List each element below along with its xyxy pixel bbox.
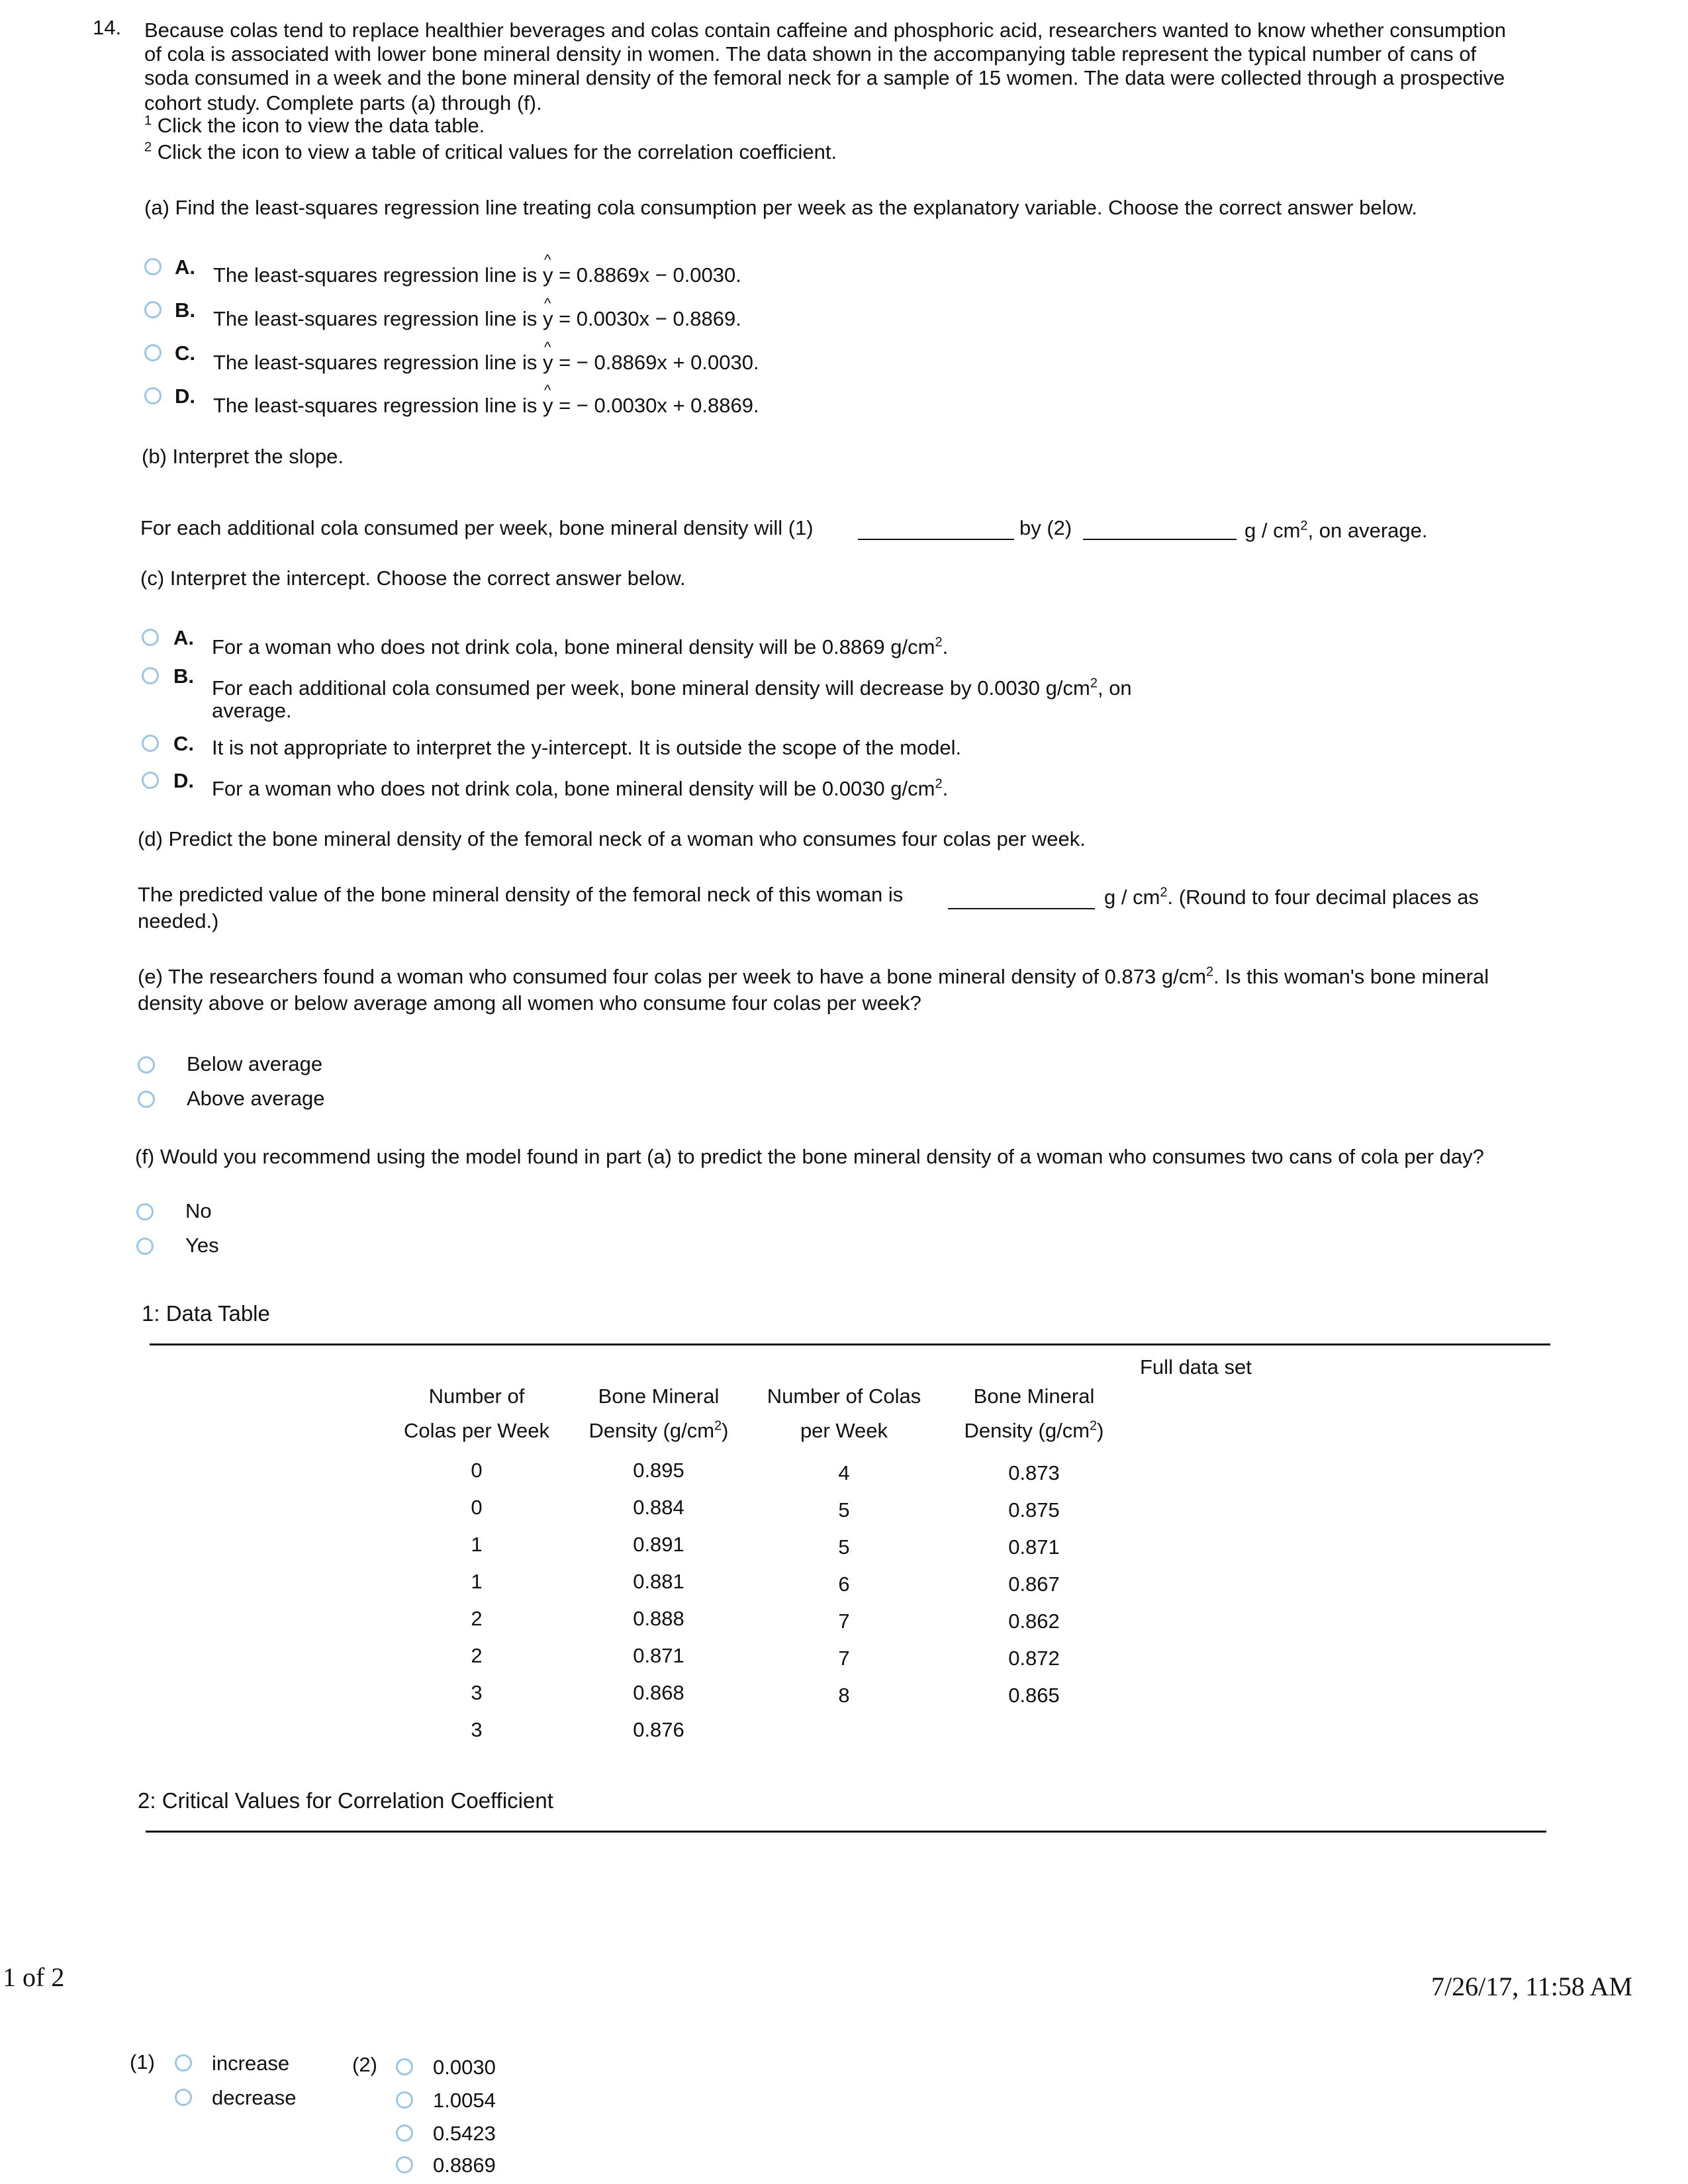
table-cell: 3: [471, 1718, 483, 1741]
table-cell: 0.865: [1008, 1684, 1060, 1707]
header-bone-mineral-density: Bone Mineral Density $(g/cm^2)$: [588, 1385, 729, 1442]
option-text: For each additional cola consumed per week, bone mineral density will decrease by 0.0030 $g/cm^2$, on: [212, 676, 1132, 700]
table-cell: 0.891: [633, 1533, 684, 1556]
radio-button[interactable]: [396, 2091, 413, 2109]
full-data-set-label[interactable]: Full data set: [1140, 1355, 1252, 1379]
dropdown-1-label: (1): [130, 2050, 155, 2073]
table-cell: 0.867: [1008, 1572, 1060, 1596]
part-d-answer-blank[interactable]: [948, 908, 1095, 909]
part-c-prompt: (c) Interpret the intercept. Choose the correct answer below.: [140, 567, 686, 590]
part-b-sentence-mid: by (2): [1019, 516, 1072, 539]
footnote-critical-values[interactable]: [144, 140, 837, 164]
radio-button[interactable]: [396, 2058, 413, 2075]
intro-line: Because colas tend to replace healthier beverages and colas contain caffeine and phosphoric acid, researchers wanted to know whether consumption: [144, 19, 1507, 42]
option-text: Below average: [187, 1052, 323, 1075]
radio-button[interactable]: [138, 1091, 155, 1108]
option-text: 0.0030: [433, 2056, 496, 2079]
option-text: 1.0054: [433, 2089, 496, 2112]
table-cell: 0: [471, 1459, 483, 1482]
table-cell: 5: [838, 1535, 850, 1559]
table-cell: 2: [471, 1607, 483, 1630]
radio-button[interactable]: [142, 735, 159, 752]
radio-button[interactable]: [396, 2156, 413, 2173]
option-text: The least-squares regression line is ^ y = − 0.8869x + 0.0030.: [213, 351, 759, 375]
radio-button[interactable]: [144, 301, 162, 318]
option-letter: A.: [173, 626, 194, 649]
part-b-sentence-start: For each additional cola consumed per week, bone mineral density will (1): [140, 516, 814, 539]
table-cell: 0.871: [633, 1644, 684, 1667]
part-b-unit: g / $cm^2$, on average.: [1244, 518, 1428, 542]
radio-button[interactable]: [144, 387, 162, 404]
radio-button[interactable]: [175, 2054, 192, 2071]
radio-button[interactable]: [144, 344, 162, 361]
table-cell: 0.881: [633, 1570, 684, 1593]
option-text: The least-squares regression line is ^ y = 0.8869x − 0.0030.: [213, 263, 741, 287]
option-text: decrease: [212, 2086, 297, 2109]
critical-values-title: 2: Critical Values for Correlation Coefficient: [138, 1788, 553, 1813]
header-colas-per-week: Number of Colas per Week: [404, 1385, 549, 1442]
option-text: It is not appropriate to interpret the y-intercept. It is outside the scope of the model.: [212, 736, 962, 759]
table-cell: 1: [471, 1570, 483, 1593]
table-cell: 5: [838, 1498, 850, 1522]
dropdown-2-label: (2): [352, 2053, 377, 2076]
table-cell: 2: [471, 1644, 483, 1667]
radio-button[interactable]: [175, 2089, 192, 2106]
option-letter: C.: [173, 732, 194, 755]
part-b-blank-1[interactable]: [858, 539, 1014, 540]
radio-button[interactable]: [396, 2124, 413, 2142]
table-cell: 0.873: [1008, 1461, 1060, 1484]
radio-button[interactable]: [142, 667, 159, 684]
data-table-title: 1: Data Table: [142, 1301, 270, 1326]
option-text: 0.5423: [433, 2122, 496, 2145]
intro-line: soda consumed in a week and the bone mineral density of the femoral neck for a sample of 15 women. The data were collected through a prospective: [144, 66, 1505, 89]
option-text: The least-squares regression line is ^ y = 0.0030x − 0.8869.: [213, 307, 741, 331]
option-letter: C.: [175, 341, 195, 365]
footnote-data-table[interactable]: [144, 114, 485, 138]
radio-button[interactable]: [136, 1238, 154, 1255]
table-cell: 0.872: [1008, 1647, 1060, 1670]
part-d-sentence-start: The predicted value of the bone mineral density of the femoral neck of this woman is: [138, 883, 904, 906]
header-colas-per-week-right: Number of Colas per Week: [767, 1385, 921, 1442]
problem-number: 14.: [93, 16, 122, 39]
header-bone-mineral-density-right: Bone Mineral Density $(g/cm^2)$: [964, 1385, 1104, 1442]
critical-values-divider: [146, 1831, 1546, 1833]
option-text: For a woman who does not drink cola, bone mineral density will be 0.8869 $g/cm^2$.: [212, 635, 949, 659]
option-letter: B.: [173, 664, 194, 688]
print-datetime: 7/26/17, 11:58 AM: [1431, 1972, 1633, 2001]
part-e-prompt-line2: density above or below average among all women who consume four colas per week?: [138, 991, 921, 1015]
table-cell: 0.884: [633, 1496, 684, 1519]
page-number: 1 of 2: [3, 1962, 65, 1992]
table-cell: 0: [471, 1496, 483, 1519]
option-text: Above average: [187, 1087, 325, 1110]
option-letter: B.: [175, 298, 195, 322]
radio-button[interactable]: [142, 629, 159, 646]
table-cell: 0.895: [633, 1459, 684, 1482]
part-d-line2: needed.): [138, 909, 219, 933]
part-d-prompt: (d) Predict the bone mineral density of the femoral neck of a woman who consumes four colas per week.: [138, 827, 1086, 850]
table-cell: 0.862: [1008, 1610, 1060, 1633]
option-text: The least-squares regression line is ^ y = − 0.0030x + 0.8869.: [213, 394, 759, 418]
option-letter: D.: [173, 769, 194, 792]
radio-button[interactable]: [144, 258, 162, 275]
option-text-line2: average.: [212, 699, 292, 722]
table-cell: 7: [838, 1610, 850, 1633]
table-cell: 6: [838, 1572, 850, 1596]
table-cell: 0.871: [1008, 1535, 1060, 1559]
table-cell: 0.876: [633, 1718, 684, 1741]
footnote-marker: 1: [144, 113, 152, 128]
option-text: increase: [212, 2052, 290, 2075]
part-a-prompt: (a) Find the least-squares regression line treating cola consumption per week as the explanatory variable. Choose the correct answer below.: [144, 196, 1418, 219]
table-cell: 3: [471, 1681, 483, 1704]
intro-line: of cola is associated with lower bone mineral density in women. The data shown in the accompanying table represent the typical number of cans of: [144, 42, 1477, 66]
part-b-prompt: (b) Interpret the slope.: [142, 445, 344, 468]
data-table-divider: [150, 1343, 1550, 1345]
radio-button[interactable]: [136, 1203, 154, 1220]
table-cell: 0.875: [1008, 1498, 1060, 1522]
option-text: No: [185, 1199, 212, 1222]
footnote-text: Click the icon to view the data table.: [157, 114, 485, 137]
radio-button[interactable]: [142, 772, 159, 789]
table-cell: 0.868: [633, 1681, 684, 1704]
part-b-blank-2[interactable]: [1083, 539, 1237, 540]
part-d-unit: g / $cm^2$. (Round to four decimal places as: [1104, 885, 1479, 909]
option-text: Yes: [185, 1234, 219, 1257]
part-e-prompt-line1: (e) The researchers found a woman who consumed four colas per week to have a bone mineral density of 0.873 $g/cm^2$. Is this woman's bone mineral: [138, 964, 1489, 988]
intro-line: cohort study. Complete parts (a) through (f).: [144, 91, 542, 114]
table-cell: 8: [838, 1684, 850, 1707]
option-text: For a woman who does not drink cola, bone mineral density will be 0.0030 $g/cm^2$.: [212, 776, 949, 800]
option-letter: A.: [175, 255, 195, 279]
footnote-text: Click the icon to view a table of critical values for the correlation coefficient.: [157, 140, 837, 163]
radio-button[interactable]: [138, 1056, 155, 1073]
table-cell: 7: [838, 1647, 850, 1670]
table-cell: 4: [838, 1461, 850, 1484]
footnote-marker: 2: [144, 140, 152, 155]
table-cell: 1: [471, 1533, 483, 1556]
option-letter: D.: [175, 385, 195, 408]
option-text: 0.8869: [433, 2154, 496, 2177]
part-f-prompt: (f) Would you recommend using the model found in part (a) to predict the bone mineral density of a woman who consumes two cans of cola per day?: [135, 1145, 1484, 1168]
table-cell: 0.888: [633, 1607, 684, 1630]
